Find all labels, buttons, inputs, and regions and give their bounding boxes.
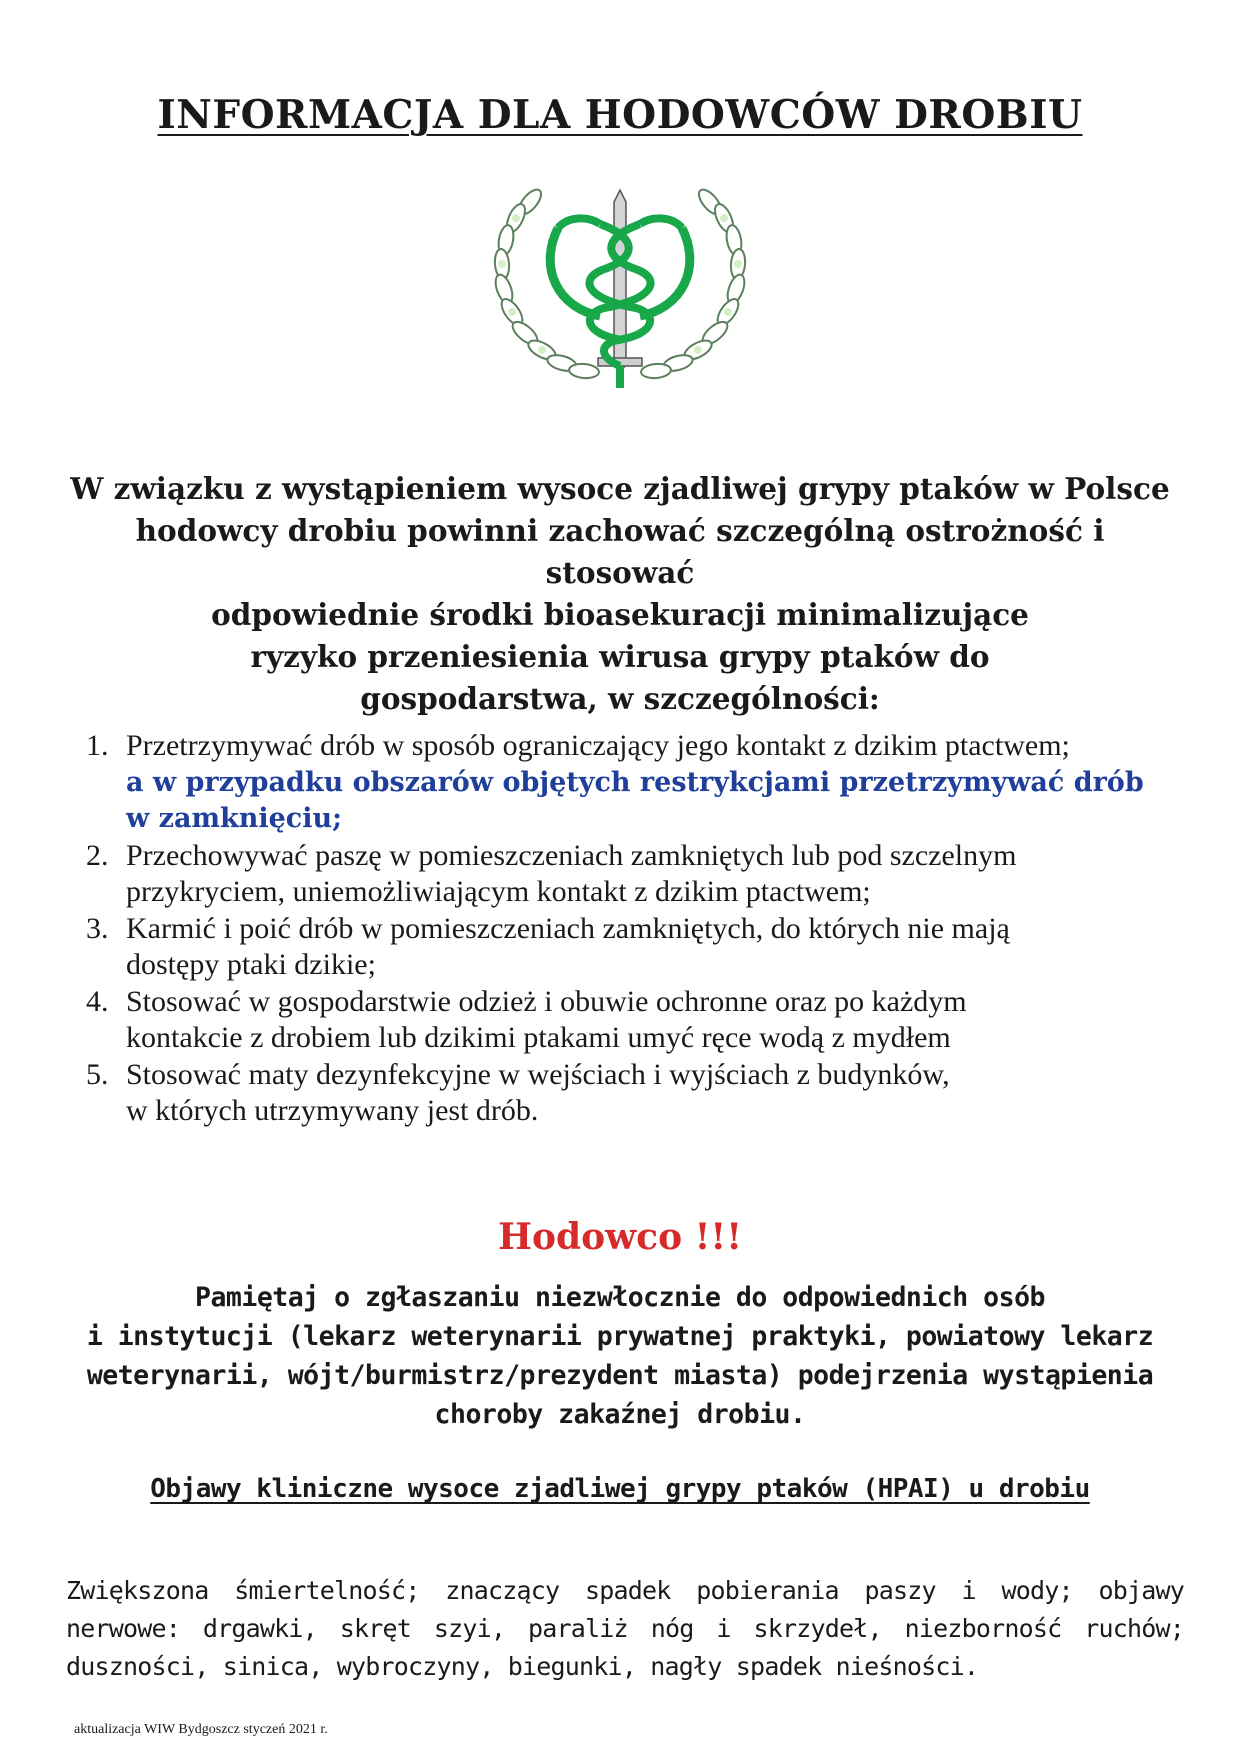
notice-line: Pamiętaj o zgłaszaniu niezwłocznie do odpowiednich osób	[195, 1282, 1045, 1313]
intro-line: W związku z wystąpieniem wysoce zjadliwej grypy ptaków w Polsce	[70, 471, 1170, 506]
list-item-text: kontakcie z drobiem lub dzikimi ptakami umyć ręce wodą z mydłem	[126, 1021, 951, 1054]
list-item-emphasis: w zamknięciu;	[126, 803, 343, 834]
list-item-text: Przetrzymywać drób w sposób ograniczający jego kontakt z dzikim ptactwem;	[126, 729, 1070, 762]
list-item-text: Przechowywać paszę w pomieszczeniach zamkniętych lub pod szczelnym	[126, 838, 1017, 872]
list-item-number: 2.	[86, 838, 109, 872]
symptoms-text: Zwiększona śmiertelność; znaczący spadek pobierania paszy i wody; objawy nerwowe: drgawki, skręt szyi, paraliż nóg i skrzydeł, niezborność ruchów; duszności, sinica, wybroczyny, biegunki, nagły spadek nieśności.	[66, 1576, 1184, 1681]
list-item-number: 4.	[86, 984, 109, 1018]
list-item	[86, 1057, 1196, 1130]
intro-line: hodowcy drobiu powinni zachować szczególną ostrożność i stosować	[135, 513, 1105, 590]
list-item-text: Stosować w gospodarstwie odzież i obuwie ochronne oraz po każdym	[126, 984, 967, 1018]
notice-line: choroby zakaźnej drobiu.	[434, 1399, 806, 1430]
intro-line: odpowiednie środki bioasekuracji minimalizujące	[211, 597, 1029, 632]
list-item	[86, 984, 1196, 1057]
intro-paragraph	[60, 468, 1180, 720]
reporting-notice	[60, 1278, 1180, 1434]
list-item-text: dostępy ptaki dzikie;	[126, 948, 376, 981]
biosecurity-measures-list	[86, 728, 1196, 1130]
list-item	[86, 838, 1196, 911]
notice-line: i instytucji (lekarz weterynarii prywatnej praktyki, powiatowy lekarz	[86, 1321, 1154, 1352]
notice-line: weterynarii, wójt/burmistrz/prezydent miasta) podejrzenia wystąpienia	[86, 1360, 1154, 1391]
alert-heading: Hodowco !!!	[497, 1216, 743, 1258]
list-item-text: Karmić i poić drób w pomieszczeniach zamkniętych, do których nie mają	[126, 911, 1010, 945]
list-item	[86, 911, 1196, 984]
list-item-number: 3.	[86, 911, 109, 945]
intro-line: ryzyko przeniesienia wirusa grypy ptaków do	[250, 639, 990, 674]
page-title-text: INFORMACJA DLA HODOWCÓW DROBIU	[157, 92, 1083, 138]
veterinary-caduceus-emblem-icon	[488, 188, 752, 402]
symptoms-heading-text: Objawy kliniczne wysoce zjadliwej grypy ptaków (HPAI) u drobiu	[150, 1474, 1090, 1504]
intro-line: gospodarstwa, w szczególności:	[360, 681, 880, 716]
list-item	[86, 728, 1196, 838]
list-item-text: w których utrzymywany jest drób.	[126, 1094, 539, 1127]
update-footer: aktualizacja WIW Bydgoszcz styczeń 2021 r.	[74, 1722, 328, 1737]
list-item-emphasis: a w przypadku obszarów objętych restrykcjami przetrzymywać drób	[126, 766, 1144, 798]
list-item-text: Stosować maty dezynfekcyjne w wejściach i wyjściach z budynków,	[126, 1057, 950, 1091]
symptoms-heading	[0, 1474, 1240, 1504]
page-title	[0, 92, 1240, 138]
list-item-text: przykryciem, uniemożliwiającym kontakt z dzikim ptactwem;	[126, 875, 871, 908]
list-item-number: 1.	[86, 729, 109, 762]
list-item-number: 5.	[86, 1057, 109, 1091]
